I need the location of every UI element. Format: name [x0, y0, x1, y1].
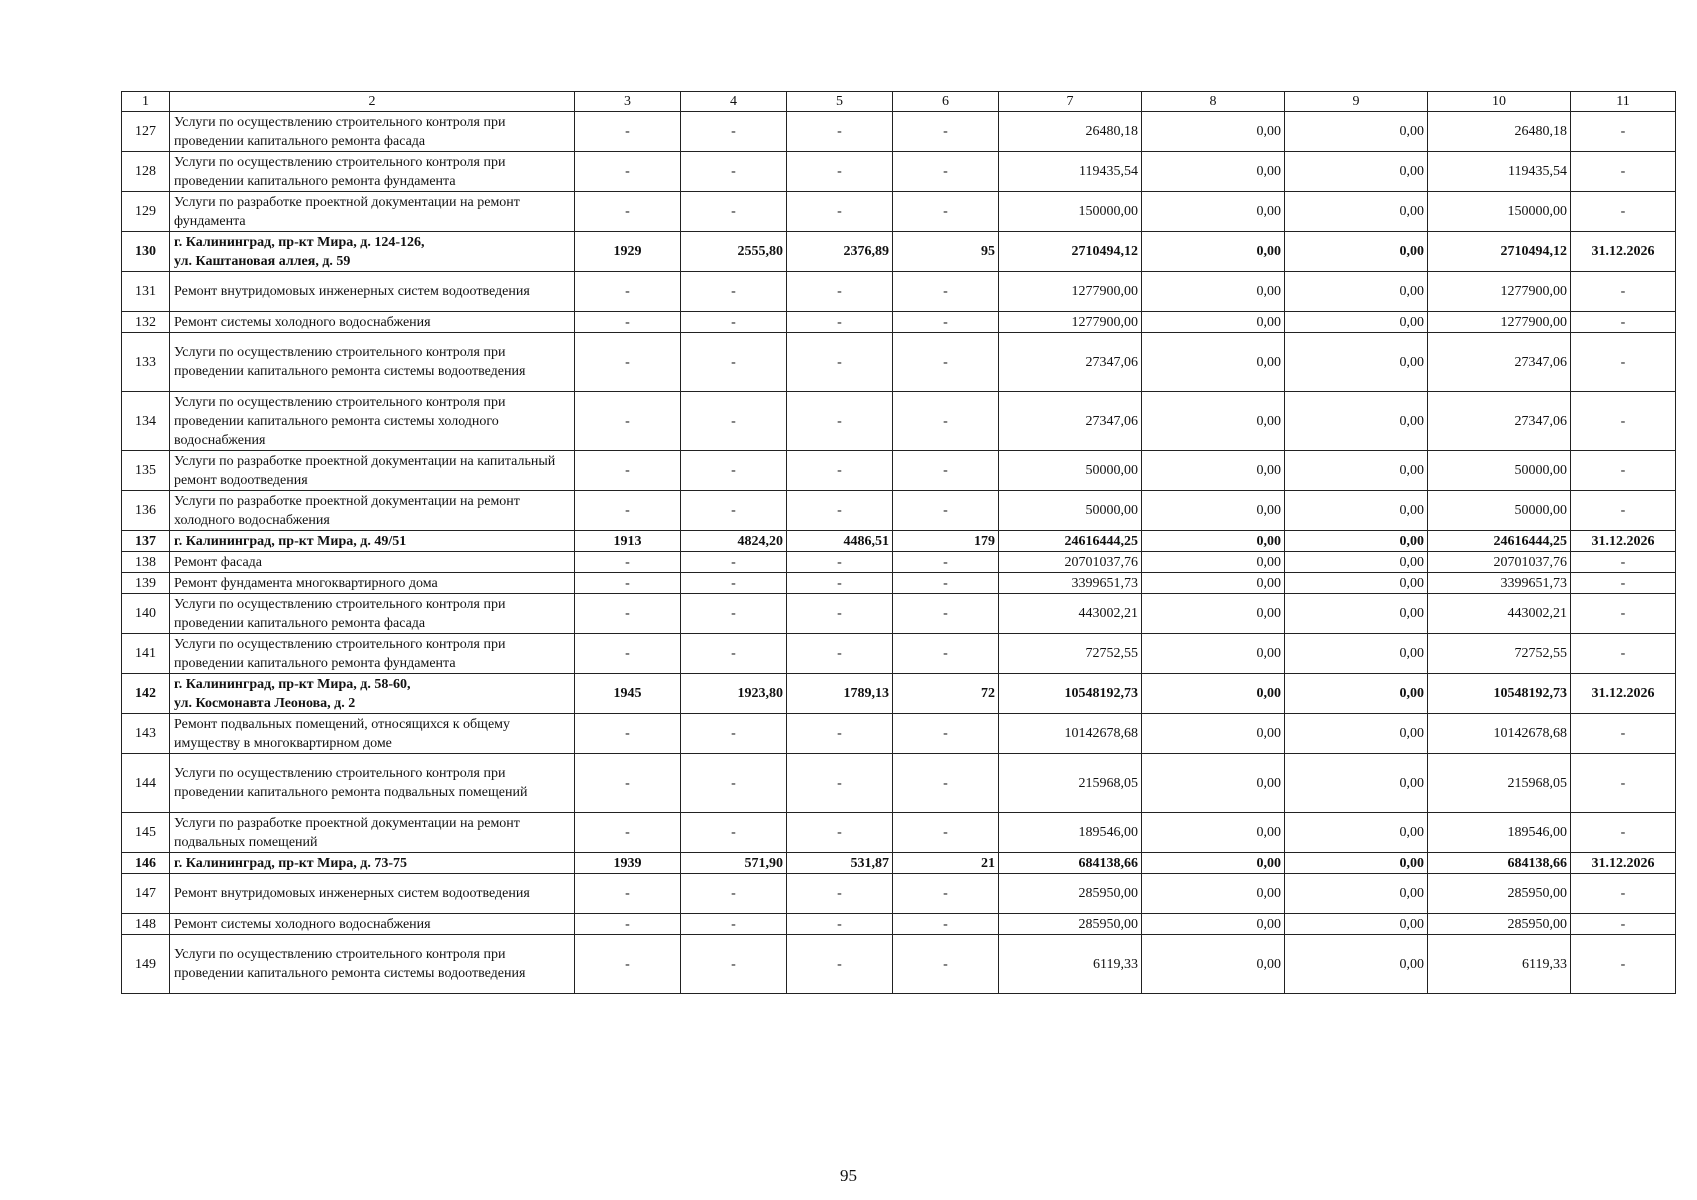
- col4-value: -: [681, 272, 787, 312]
- col3-value: -: [575, 813, 681, 853]
- col6-value: -: [893, 754, 999, 813]
- row-description: Ремонт фасада: [170, 552, 575, 573]
- col8-value: 0,00: [1142, 491, 1285, 531]
- row-description: Ремонт системы холодного водоснабжения: [170, 312, 575, 333]
- col8-value: 0,00: [1142, 594, 1285, 634]
- col9-value: 0,00: [1285, 853, 1428, 874]
- row-description: Услуги по осуществлению строительного контроля при проведении капитального ремонта фасада: [170, 112, 575, 152]
- col11-value: -: [1571, 333, 1676, 392]
- col4-value: -: [681, 573, 787, 594]
- col5-value: 1789,13: [787, 674, 893, 714]
- col9-value: 0,00: [1285, 714, 1428, 754]
- col7-value: 10548192,73: [999, 674, 1142, 714]
- col3-value: -: [575, 272, 681, 312]
- col6-value: 72: [893, 674, 999, 714]
- col6-value: -: [893, 192, 999, 232]
- col10-value: 2710494,12: [1428, 232, 1571, 272]
- col10-value: 50000,00: [1428, 491, 1571, 531]
- column-header: 10: [1428, 92, 1571, 112]
- row-description: Ремонт внутридомовых инженерных систем водоотведения: [170, 874, 575, 914]
- col11-value: -: [1571, 754, 1676, 813]
- col9-value: 0,00: [1285, 333, 1428, 392]
- col3-value: -: [575, 634, 681, 674]
- work-row: [122, 754, 1676, 813]
- row-number: 128: [122, 152, 170, 192]
- work-row: [122, 935, 1676, 994]
- col10-value: 27347,06: [1428, 333, 1571, 392]
- col7-value: 443002,21: [999, 594, 1142, 634]
- col10-value: 150000,00: [1428, 192, 1571, 232]
- col9-value: 0,00: [1285, 914, 1428, 935]
- col8-value: 0,00: [1142, 112, 1285, 152]
- col7-value: 1277900,00: [999, 312, 1142, 333]
- col4-value: -: [681, 112, 787, 152]
- col7-value: 6119,33: [999, 935, 1142, 994]
- work-row: [122, 152, 1676, 192]
- col11-value: -: [1571, 312, 1676, 333]
- col7-value: 26480,18: [999, 112, 1142, 152]
- column-header: 6: [893, 92, 999, 112]
- col9-value: 0,00: [1285, 552, 1428, 573]
- row-description: Услуги по осуществлению строительного контроля при проведении капитального ремонта системы водоотведения: [170, 935, 575, 994]
- col4-value: -: [681, 451, 787, 491]
- col11-value: -: [1571, 714, 1676, 754]
- row-number: 145: [122, 813, 170, 853]
- col5-value: 4486,51: [787, 531, 893, 552]
- work-row: [122, 112, 1676, 152]
- col8-value: 0,00: [1142, 333, 1285, 392]
- col3-value: -: [575, 935, 681, 994]
- col9-value: 0,00: [1285, 573, 1428, 594]
- col9-value: 0,00: [1285, 152, 1428, 192]
- col5-value: -: [787, 451, 893, 491]
- row-description: Ремонт системы холодного водоснабжения: [170, 914, 575, 935]
- work-row: [122, 573, 1676, 594]
- col9-value: 0,00: [1285, 634, 1428, 674]
- col5-value: -: [787, 813, 893, 853]
- row-number: 140: [122, 594, 170, 634]
- col11-value: -: [1571, 491, 1676, 531]
- row-number: 136: [122, 491, 170, 531]
- col7-value: 2710494,12: [999, 232, 1142, 272]
- col6-value: -: [893, 935, 999, 994]
- row-number: 149: [122, 935, 170, 994]
- col11-value: -: [1571, 594, 1676, 634]
- col9-value: 0,00: [1285, 451, 1428, 491]
- row-number: 148: [122, 914, 170, 935]
- col10-value: 443002,21: [1428, 594, 1571, 634]
- col3-value: -: [575, 714, 681, 754]
- works-table: [121, 91, 1676, 994]
- col10-value: 285950,00: [1428, 874, 1571, 914]
- col8-value: 0,00: [1142, 531, 1285, 552]
- col5-value: -: [787, 192, 893, 232]
- work-row: [122, 714, 1676, 754]
- col3-value: 1945: [575, 674, 681, 714]
- col8-value: 0,00: [1142, 192, 1285, 232]
- work-row: [122, 451, 1676, 491]
- address-row: [122, 232, 1676, 272]
- col8-value: 0,00: [1142, 813, 1285, 853]
- row-description: Ремонт фундамента многоквартирного дома: [170, 573, 575, 594]
- row-description: Ремонт подвальных помещений, относящихся к общему имуществу в многоквартирном доме: [170, 714, 575, 754]
- col8-value: 0,00: [1142, 674, 1285, 714]
- col9-value: 0,00: [1285, 674, 1428, 714]
- col5-value: -: [787, 312, 893, 333]
- col10-value: 119435,54: [1428, 152, 1571, 192]
- col7-value: 3399651,73: [999, 573, 1142, 594]
- col8-value: 0,00: [1142, 312, 1285, 333]
- col5-value: -: [787, 874, 893, 914]
- col3-value: -: [575, 754, 681, 813]
- col11-value: -: [1571, 192, 1676, 232]
- column-header: 7: [999, 92, 1142, 112]
- col4-value: -: [681, 914, 787, 935]
- col5-value: -: [787, 594, 893, 634]
- col11-value: -: [1571, 634, 1676, 674]
- column-header: 1: [122, 92, 170, 112]
- row-description: Ремонт внутридомовых инженерных систем водоотведения: [170, 272, 575, 312]
- address-row: [122, 674, 1676, 714]
- page-number: 95: [840, 1166, 857, 1185]
- col3-value: -: [575, 333, 681, 392]
- col4-value: 2555,80: [681, 232, 787, 272]
- col5-value: -: [787, 152, 893, 192]
- work-row: [122, 312, 1676, 333]
- row-description: Услуги по разработке проектной документации на ремонт фундамента: [170, 192, 575, 232]
- col10-value: 1277900,00: [1428, 272, 1571, 312]
- col5-value: -: [787, 754, 893, 813]
- col9-value: 0,00: [1285, 232, 1428, 272]
- col3-value: -: [575, 491, 681, 531]
- col5-value: -: [787, 634, 893, 674]
- col5-value: -: [787, 491, 893, 531]
- col9-value: 0,00: [1285, 491, 1428, 531]
- col4-value: -: [681, 333, 787, 392]
- row-number: 135: [122, 451, 170, 491]
- col7-value: 684138,66: [999, 853, 1142, 874]
- row-number: 137: [122, 531, 170, 552]
- column-header: 3: [575, 92, 681, 112]
- row-description: Услуги по разработке проектной документации на ремонт холодного водоснабжения: [170, 491, 575, 531]
- col5-value: 2376,89: [787, 232, 893, 272]
- col3-value: -: [575, 112, 681, 152]
- col6-value: -: [893, 392, 999, 451]
- col6-value: -: [893, 573, 999, 594]
- work-row: [122, 874, 1676, 914]
- header-row: [122, 92, 1676, 112]
- col3-value: -: [575, 451, 681, 491]
- row-description: Услуги по осуществлению строительного контроля при проведении капитального ремонта подвальных помещений: [170, 754, 575, 813]
- col7-value: 50000,00: [999, 451, 1142, 491]
- work-row: [122, 491, 1676, 531]
- col10-value: 72752,55: [1428, 634, 1571, 674]
- work-row: [122, 552, 1676, 573]
- row-number: 138: [122, 552, 170, 573]
- col7-value: 285950,00: [999, 874, 1142, 914]
- row-description: Услуги по осуществлению строительного контроля при проведении капитального ремонта системы холодного водоснабжения: [170, 392, 575, 451]
- work-row: [122, 914, 1676, 935]
- col5-value: -: [787, 392, 893, 451]
- col8-value: 0,00: [1142, 232, 1285, 272]
- col6-value: -: [893, 914, 999, 935]
- row-description: Услуги по осуществлению строительного контроля при проведении капитального ремонта фундамента: [170, 152, 575, 192]
- col11-value: 31.12.2026: [1571, 853, 1676, 874]
- col6-value: 95: [893, 232, 999, 272]
- col11-value: 31.12.2026: [1571, 232, 1676, 272]
- work-row: [122, 594, 1676, 634]
- col8-value: 0,00: [1142, 451, 1285, 491]
- col5-value: -: [787, 714, 893, 754]
- col9-value: 0,00: [1285, 392, 1428, 451]
- col7-value: 24616444,25: [999, 531, 1142, 552]
- col6-value: 179: [893, 531, 999, 552]
- col11-value: 31.12.2026: [1571, 531, 1676, 552]
- col6-value: -: [893, 112, 999, 152]
- col10-value: 26480,18: [1428, 112, 1571, 152]
- row-description: г. Калининград, пр-кт Мира, д. 73-75: [170, 853, 575, 874]
- address-row: [122, 531, 1676, 552]
- row-number: 133: [122, 333, 170, 392]
- col3-value: 1913: [575, 531, 681, 552]
- address-row: [122, 853, 1676, 874]
- col5-value: -: [787, 112, 893, 152]
- row-number: 147: [122, 874, 170, 914]
- col8-value: 0,00: [1142, 935, 1285, 994]
- col6-value: -: [893, 491, 999, 531]
- col8-value: 0,00: [1142, 914, 1285, 935]
- column-header: 4: [681, 92, 787, 112]
- col10-value: 3399651,73: [1428, 573, 1571, 594]
- col5-value: -: [787, 272, 893, 312]
- col4-value: -: [681, 594, 787, 634]
- col3-value: -: [575, 573, 681, 594]
- col4-value: -: [681, 312, 787, 333]
- col4-value: -: [681, 552, 787, 573]
- col6-value: -: [893, 272, 999, 312]
- col10-value: 189546,00: [1428, 813, 1571, 853]
- col6-value: -: [893, 333, 999, 392]
- col9-value: 0,00: [1285, 192, 1428, 232]
- col3-value: 1939: [575, 853, 681, 874]
- col11-value: -: [1571, 813, 1676, 853]
- col6-value: -: [893, 152, 999, 192]
- col3-value: -: [575, 914, 681, 935]
- col3-value: 1929: [575, 232, 681, 272]
- column-header: 11: [1571, 92, 1676, 112]
- row-description: Услуги по осуществлению строительного контроля при проведении капитального ремонта системы водоотведения: [170, 333, 575, 392]
- row-number: 134: [122, 392, 170, 451]
- col7-value: 20701037,76: [999, 552, 1142, 573]
- col11-value: -: [1571, 272, 1676, 312]
- col10-value: 27347,06: [1428, 392, 1571, 451]
- col4-value: -: [681, 192, 787, 232]
- col4-value: -: [681, 491, 787, 531]
- col8-value: 0,00: [1142, 754, 1285, 813]
- row-description: Услуги по осуществлению строительного контроля при проведении капитального ремонта фасада: [170, 594, 575, 634]
- col11-value: -: [1571, 152, 1676, 192]
- col4-value: -: [681, 874, 787, 914]
- col8-value: 0,00: [1142, 714, 1285, 754]
- col11-value: 31.12.2026: [1571, 674, 1676, 714]
- row-number: 130: [122, 232, 170, 272]
- work-row: [122, 634, 1676, 674]
- col11-value: -: [1571, 112, 1676, 152]
- col11-value: -: [1571, 552, 1676, 573]
- col6-value: -: [893, 451, 999, 491]
- col11-value: -: [1571, 874, 1676, 914]
- col7-value: 215968,05: [999, 754, 1142, 813]
- col7-value: 10142678,68: [999, 714, 1142, 754]
- col6-value: -: [893, 634, 999, 674]
- col3-value: -: [575, 312, 681, 333]
- col11-value: -: [1571, 392, 1676, 451]
- col10-value: 24616444,25: [1428, 531, 1571, 552]
- row-description: г. Калининград, пр-кт Мира, д. 49/51: [170, 531, 575, 552]
- col5-value: -: [787, 333, 893, 392]
- col11-value: -: [1571, 914, 1676, 935]
- column-header: 5: [787, 92, 893, 112]
- column-header: 9: [1285, 92, 1428, 112]
- col4-value: 4824,20: [681, 531, 787, 552]
- row-number: 127: [122, 112, 170, 152]
- col8-value: 0,00: [1142, 152, 1285, 192]
- col8-value: 0,00: [1142, 634, 1285, 674]
- col10-value: 6119,33: [1428, 935, 1571, 994]
- col6-value: -: [893, 552, 999, 573]
- col10-value: 285950,00: [1428, 914, 1571, 935]
- col5-value: -: [787, 573, 893, 594]
- work-row: [122, 392, 1676, 451]
- col4-value: -: [681, 754, 787, 813]
- col5-value: -: [787, 552, 893, 573]
- col8-value: 0,00: [1142, 272, 1285, 312]
- col9-value: 0,00: [1285, 754, 1428, 813]
- col10-value: 1277900,00: [1428, 312, 1571, 333]
- col9-value: 0,00: [1285, 272, 1428, 312]
- column-header: 8: [1142, 92, 1285, 112]
- row-number: 144: [122, 754, 170, 813]
- row-description: Услуги по разработке проектной документации на капитальный ремонт водоотведения: [170, 451, 575, 491]
- col7-value: 27347,06: [999, 333, 1142, 392]
- col6-value: -: [893, 594, 999, 634]
- col4-value: -: [681, 392, 787, 451]
- col6-value: -: [893, 714, 999, 754]
- row-number: 132: [122, 312, 170, 333]
- col3-value: -: [575, 152, 681, 192]
- work-row: [122, 333, 1676, 392]
- col11-value: -: [1571, 935, 1676, 994]
- col8-value: 0,00: [1142, 853, 1285, 874]
- row-number: 142: [122, 674, 170, 714]
- col4-value: -: [681, 935, 787, 994]
- work-row: [122, 813, 1676, 853]
- col5-value: -: [787, 914, 893, 935]
- row-number: 131: [122, 272, 170, 312]
- col5-value: 531,87: [787, 853, 893, 874]
- col3-value: -: [575, 192, 681, 232]
- row-number: 143: [122, 714, 170, 754]
- row-description: Услуги по осуществлению строительного контроля при проведении капитального ремонта фундамента: [170, 634, 575, 674]
- col10-value: 50000,00: [1428, 451, 1571, 491]
- col10-value: 20701037,76: [1428, 552, 1571, 573]
- col9-value: 0,00: [1285, 813, 1428, 853]
- row-description: г. Калининград, пр-кт Мира, д. 58-60, ул. Космонавта Леонова, д. 2: [170, 674, 575, 714]
- col8-value: 0,00: [1142, 874, 1285, 914]
- row-number: 146: [122, 853, 170, 874]
- col3-value: -: [575, 594, 681, 634]
- column-header: 2: [170, 92, 575, 112]
- work-row: [122, 192, 1676, 232]
- col10-value: 10142678,68: [1428, 714, 1571, 754]
- work-row: [122, 272, 1676, 312]
- col4-value: -: [681, 634, 787, 674]
- col4-value: -: [681, 152, 787, 192]
- col6-value: -: [893, 312, 999, 333]
- col9-value: 0,00: [1285, 594, 1428, 634]
- col7-value: 285950,00: [999, 914, 1142, 935]
- col10-value: 684138,66: [1428, 853, 1571, 874]
- row-description: Услуги по разработке проектной документации на ремонт подвальных помещений: [170, 813, 575, 853]
- col7-value: 27347,06: [999, 392, 1142, 451]
- col9-value: 0,00: [1285, 935, 1428, 994]
- row-number: 129: [122, 192, 170, 232]
- col8-value: 0,00: [1142, 552, 1285, 573]
- col4-value: 571,90: [681, 853, 787, 874]
- row-description: г. Калининград, пр-кт Мира, д. 124-126, ул. Каштановая аллея, д. 59: [170, 232, 575, 272]
- col7-value: 119435,54: [999, 152, 1142, 192]
- col3-value: -: [575, 392, 681, 451]
- col8-value: 0,00: [1142, 392, 1285, 451]
- col9-value: 0,00: [1285, 531, 1428, 552]
- col3-value: -: [575, 552, 681, 573]
- col6-value: -: [893, 874, 999, 914]
- col9-value: 0,00: [1285, 112, 1428, 152]
- col4-value: -: [681, 813, 787, 853]
- col4-value: 1923,80: [681, 674, 787, 714]
- col11-value: -: [1571, 573, 1676, 594]
- col8-value: 0,00: [1142, 573, 1285, 594]
- col4-value: -: [681, 714, 787, 754]
- row-number: 141: [122, 634, 170, 674]
- col10-value: 215968,05: [1428, 754, 1571, 813]
- row-number: 139: [122, 573, 170, 594]
- col7-value: 72752,55: [999, 634, 1142, 674]
- col5-value: -: [787, 935, 893, 994]
- col9-value: 0,00: [1285, 312, 1428, 333]
- col7-value: 150000,00: [999, 192, 1142, 232]
- col10-value: 10548192,73: [1428, 674, 1571, 714]
- col9-value: 0,00: [1285, 874, 1428, 914]
- col7-value: 1277900,00: [999, 272, 1142, 312]
- col6-value: 21: [893, 853, 999, 874]
- col3-value: -: [575, 874, 681, 914]
- col7-value: 189546,00: [999, 813, 1142, 853]
- col6-value: -: [893, 813, 999, 853]
- col11-value: -: [1571, 451, 1676, 491]
- col7-value: 50000,00: [999, 491, 1142, 531]
